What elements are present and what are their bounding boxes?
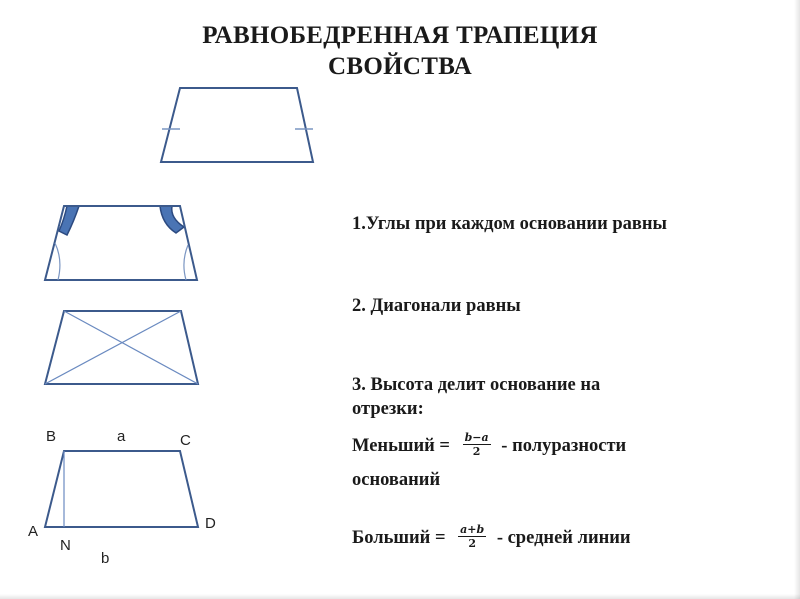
trapezoid-equal-legs-figure: [161, 88, 313, 162]
property-1: 1.Углы при каждом основании равны: [352, 214, 667, 234]
property-3-line-1: 3. Высота делит основание на: [352, 375, 601, 395]
smaller-denominator: 2: [472, 445, 481, 458]
smaller-description-line-2: оснований: [352, 470, 441, 490]
slide-edge-shadow-bottom: [0, 594, 800, 599]
diagonal-2: [45, 311, 181, 384]
trapezoid-height-figure: [45, 451, 198, 527]
label-C: C: [180, 432, 191, 449]
trapezoid-4: [45, 451, 198, 527]
property-3-line-2: отрезки:: [352, 399, 424, 419]
label-D: D: [205, 515, 216, 532]
bottom-left-angle-mark: [55, 243, 60, 280]
slide-edge-shadow-right: [794, 0, 800, 599]
trapezoid-1: [161, 88, 313, 162]
label-b: b: [101, 550, 110, 567]
title-line-1: РАВНОБЕДРЕННАЯ ТРАПЕЦИЯ: [202, 22, 598, 49]
larger-description: - средней линии: [496, 527, 631, 548]
diagonal-1: [64, 311, 198, 384]
trapezoid-equal-angles-figure: [45, 206, 197, 280]
larger-segment-formula: [352, 525, 631, 552]
title-line-2: СВОЙСТВА: [328, 53, 472, 80]
smaller-label: Меньший =: [352, 435, 450, 456]
larger-label: Больший =: [352, 527, 446, 548]
label-A: A: [28, 523, 39, 540]
smaller-segment-formula: [352, 433, 626, 460]
smaller-numerator: b−a: [464, 431, 489, 444]
label-a: a: [117, 428, 126, 445]
trapezoid-3: [45, 311, 198, 384]
trapezoid-diagonals-figure: [45, 311, 198, 384]
label-N: N: [60, 537, 71, 554]
larger-fraction: [458, 523, 486, 550]
smaller-fraction: [463, 431, 491, 458]
label-B: B: [46, 428, 57, 445]
bottom-right-angle-mark: [184, 245, 188, 280]
larger-numerator: a+b: [460, 523, 485, 536]
larger-denominator: 2: [468, 537, 476, 550]
smaller-description: - полуразности: [501, 435, 627, 456]
property-2: 2. Диагонали равны: [352, 296, 521, 316]
